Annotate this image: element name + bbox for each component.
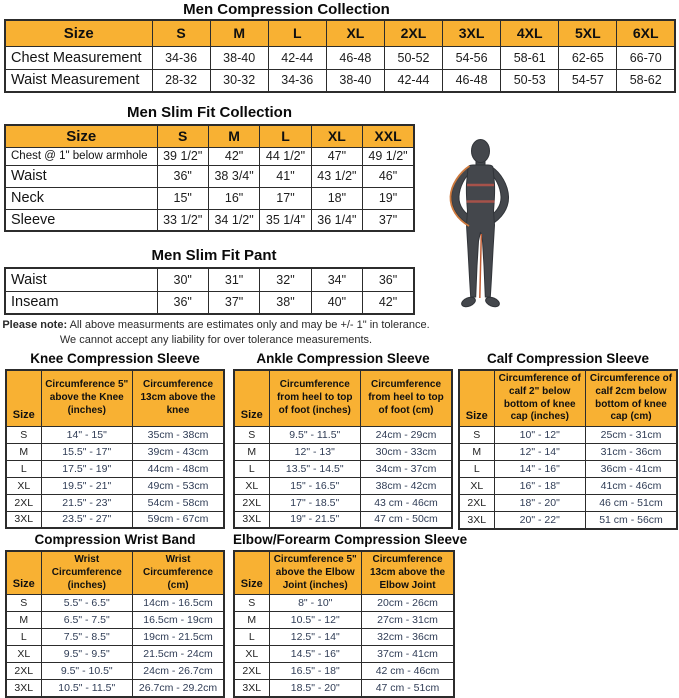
table-cell: 66-70	[617, 46, 675, 69]
table-row	[234, 460, 452, 477]
table-row	[5, 268, 414, 291]
table-cell: 18" - 20"	[494, 495, 586, 512]
size-cell: M	[6, 443, 41, 460]
table-cell: 9.5" - 9.5"	[41, 646, 133, 663]
table-cell: 20" - 22"	[494, 512, 586, 529]
table-cell: 30cm - 33cm	[361, 443, 453, 460]
table-cell: 21.5cm - 24cm	[133, 646, 225, 663]
size-cell: L	[459, 461, 494, 478]
column-header: Circumference 5" above the Elbow Joint (inches)	[269, 551, 362, 595]
table-cell: 10.5" - 11.5"	[41, 680, 133, 697]
knee-compression-sleeve-table	[5, 369, 225, 529]
table-cell: 39 1/2"	[157, 147, 208, 165]
column-header: 5XL	[559, 20, 617, 46]
size-cell: 2XL	[234, 663, 269, 680]
size-cell: M	[234, 612, 269, 629]
table-cell: 47 cm - 50cm	[361, 511, 453, 528]
row-label: Sleeve	[5, 209, 157, 231]
size-cell: S	[6, 595, 41, 612]
size-column-header: Size	[5, 20, 152, 46]
table-cell: 10.5" - 12"	[269, 612, 362, 629]
table-cell: 36"	[157, 165, 208, 187]
table-cell: 14" - 15"	[41, 426, 133, 443]
column-header: Wrist Circumference (inches)	[41, 551, 133, 595]
table-row	[5, 187, 414, 209]
table-cell: 15" - 16.5"	[269, 477, 361, 494]
table-row	[459, 427, 677, 444]
table-row	[459, 444, 677, 461]
ankle-compression-sleeve-table	[233, 369, 453, 529]
row-label: Neck	[5, 187, 157, 209]
table-cell: 19" - 21.5"	[269, 511, 361, 528]
table-cell: 34 1/2"	[208, 209, 259, 231]
table-cell: 18.5" - 20"	[269, 680, 362, 697]
size-cell: 2XL	[459, 495, 494, 512]
table-row	[6, 612, 224, 629]
table-cell: 59cm - 67cm	[133, 511, 225, 528]
table-cell: 18"	[311, 187, 362, 209]
table-row	[234, 511, 452, 528]
size-cell: L	[6, 629, 41, 646]
column-header: Circumference 5" above the Knee (inches)	[41, 370, 133, 426]
table-cell: 49 1/2"	[363, 147, 414, 165]
table-cell: 30"	[157, 268, 208, 291]
table-cell: 14.5" - 16"	[269, 646, 362, 663]
table-cell: 39cm - 43cm	[133, 443, 225, 460]
table-cell: 38 3/4"	[208, 165, 259, 187]
calf-compression-sleeve-table	[458, 369, 678, 530]
table-cell: 51 cm - 56cm	[586, 512, 678, 529]
table-row	[234, 612, 454, 629]
table-cell: 17.5" - 19"	[41, 460, 133, 477]
size-cell: S	[234, 426, 269, 443]
table-row	[5, 209, 414, 231]
table-row	[234, 663, 454, 680]
size-column-header: Size	[5, 125, 157, 147]
table-cell: 47"	[311, 147, 362, 165]
table-cell: 19cm - 21.5cm	[133, 629, 225, 646]
table-cell: 31cm - 36cm	[586, 444, 678, 461]
table-cell: 14cm - 16.5cm	[133, 595, 225, 612]
column-header: M	[210, 20, 268, 46]
table-header-row	[5, 20, 675, 46]
table-cell: 16"	[208, 187, 259, 209]
table-cell: 25cm - 31cm	[586, 427, 678, 444]
table-cell: 43 1/2"	[311, 165, 362, 187]
table-cell: 38"	[260, 291, 311, 314]
table-cell: 46-48	[326, 46, 384, 69]
table-cell: 24cm - 26.7cm	[133, 663, 225, 680]
table-row	[234, 629, 454, 646]
table-cell: 34cm - 37cm	[361, 460, 453, 477]
row-label: Waist Measurement	[5, 69, 152, 92]
table-row	[234, 477, 452, 494]
table-row	[6, 629, 224, 646]
table-cell: 5.5" - 6.5"	[41, 595, 133, 612]
table-cell: 35cm - 38cm	[133, 426, 225, 443]
table-cell: 58-62	[617, 69, 675, 92]
tolerance-note	[0, 318, 432, 348]
table-row	[5, 147, 414, 165]
row-label: Waist	[5, 165, 157, 187]
column-header: L	[268, 20, 326, 46]
men-slim-fit-collection-table	[4, 124, 415, 232]
table-cell: 15.5" - 17"	[41, 443, 133, 460]
table-row	[459, 478, 677, 495]
table-cell: 36 1/4"	[311, 209, 362, 231]
table-cell: 42"	[363, 291, 414, 314]
table-cell: 15"	[157, 187, 208, 209]
table-cell: 46"	[363, 165, 414, 187]
men-slim-fit-pant-title: Men Slim Fit Pant	[151, 247, 277, 264]
table-cell: 43 cm - 46cm	[361, 494, 453, 511]
table-row	[459, 461, 677, 478]
table-row	[459, 512, 677, 529]
table-cell: 10" - 12"	[494, 427, 586, 444]
elbow-forearm-compression-sleeve-title: Elbow/Forearm Compression Sleeve	[233, 532, 468, 547]
size-column-header: Size	[6, 370, 41, 426]
table-cell: 16" - 18"	[494, 478, 586, 495]
inseam-measure-line	[480, 234, 482, 298]
table-cell: 54-56	[443, 46, 501, 69]
table-cell: 38-40	[210, 46, 268, 69]
column-header: M	[208, 125, 259, 147]
table-cell: 38cm - 42cm	[361, 477, 453, 494]
size-cell: L	[6, 460, 41, 477]
table-row	[234, 443, 452, 460]
size-column-header: Size	[234, 370, 269, 426]
table-cell: 17" - 18.5"	[269, 494, 361, 511]
size-cell: 2XL	[6, 663, 41, 680]
table-row	[6, 511, 224, 528]
table-cell: 32"	[260, 268, 311, 291]
size-column-header: Size	[234, 551, 269, 595]
size-cell: S	[459, 427, 494, 444]
table-cell: 27cm - 31cm	[362, 612, 455, 629]
table-cell: 12.5" - 14"	[269, 629, 362, 646]
men-slim-fit-pant-table	[4, 267, 415, 315]
size-column-header: Size	[6, 551, 41, 595]
table-cell: 21.5" - 23"	[41, 494, 133, 511]
size-cell: XL	[6, 477, 41, 494]
table-cell: 34-36	[152, 46, 210, 69]
column-header: Circumference 13cm above the knee	[133, 370, 225, 426]
table-cell: 12" - 14"	[494, 444, 586, 461]
table-cell: 49cm - 53cm	[133, 477, 225, 494]
table-cell: 16.5cm - 19cm	[133, 612, 225, 629]
column-header: 6XL	[617, 20, 675, 46]
table-header-row	[6, 551, 224, 595]
ankle-compression-sleeve-title: Ankle Compression Sleeve	[256, 351, 430, 366]
table-cell: 38-40	[326, 69, 384, 92]
table-cell: 46 cm - 51cm	[586, 495, 678, 512]
table-cell: 58-61	[501, 46, 559, 69]
table-cell: 42 cm - 46cm	[362, 663, 455, 680]
table-row	[6, 426, 224, 443]
table-cell: 6.5" - 7.5"	[41, 612, 133, 629]
column-header: S	[152, 20, 210, 46]
row-label: Chest Measurement	[5, 46, 152, 69]
table-row	[234, 646, 454, 663]
table-cell: 54-57	[559, 69, 617, 92]
table-cell: 33 1/2"	[157, 209, 208, 231]
knee-compression-sleeve-title: Knee Compression Sleeve	[30, 351, 200, 366]
size-column-header: Size	[459, 370, 494, 427]
table-cell: 54cm - 58cm	[133, 494, 225, 511]
size-cell: L	[234, 460, 269, 477]
size-cell: XL	[459, 478, 494, 495]
table-row	[6, 680, 224, 697]
table-cell: 37"	[208, 291, 259, 314]
table-cell: 23.5" - 27"	[41, 511, 133, 528]
table-cell: 34"	[311, 268, 362, 291]
table-row	[5, 69, 675, 92]
table-cell: 20cm - 26cm	[362, 595, 455, 612]
table-cell: 37cm - 41cm	[362, 646, 455, 663]
table-cell: 41cm - 46cm	[586, 478, 678, 495]
table-cell: 42-44	[384, 69, 442, 92]
table-cell: 50-52	[384, 46, 442, 69]
column-header: XL	[311, 125, 362, 147]
size-cell: XL	[234, 477, 269, 494]
size-cell: 3XL	[6, 680, 41, 697]
size-cell: XL	[6, 646, 41, 663]
table-row	[6, 646, 224, 663]
column-header: 4XL	[501, 20, 559, 46]
table-row	[6, 595, 224, 612]
table-cell: 32cm - 36cm	[362, 629, 455, 646]
size-cell: L	[234, 629, 269, 646]
table-row	[234, 494, 452, 511]
table-row	[234, 426, 452, 443]
table-cell: 37"	[363, 209, 414, 231]
table-row	[5, 165, 414, 187]
row-label: Waist	[5, 268, 157, 291]
size-cell: M	[6, 612, 41, 629]
table-row	[6, 477, 224, 494]
table-cell: 36"	[157, 291, 208, 314]
table-cell: 40"	[311, 291, 362, 314]
table-cell: 26.7cm - 29.2cm	[133, 680, 225, 697]
table-cell: 44cm - 48cm	[133, 460, 225, 477]
table-cell: 28-32	[152, 69, 210, 92]
size-cell: 2XL	[234, 494, 269, 511]
column-header: Circumference of calf 2cm below bottom of knee cap (cm)	[586, 370, 678, 427]
column-header: Circumference from heel to top of foot (cm)	[361, 370, 453, 426]
table-cell: 24cm - 29cm	[361, 426, 453, 443]
table-cell: 36"	[363, 268, 414, 291]
table-cell: 44 1/2"	[260, 147, 311, 165]
compression-wrist-band-table	[5, 550, 225, 698]
column-header: Wrist Circumference (cm)	[133, 551, 225, 595]
table-header-row	[6, 370, 224, 426]
column-header: S	[157, 125, 208, 147]
table-row	[234, 680, 454, 697]
table-cell: 9.5" - 11.5"	[269, 426, 361, 443]
size-cell: M	[234, 443, 269, 460]
table-cell: 19.5" - 21"	[41, 477, 133, 494]
table-cell: 13.5" - 14.5"	[269, 460, 361, 477]
table-cell: 62-65	[559, 46, 617, 69]
table-row	[6, 494, 224, 511]
size-cell: 3XL	[234, 680, 269, 697]
table-cell: 47 cm - 51cm	[362, 680, 455, 697]
size-cell: 3XL	[6, 511, 41, 528]
size-cell: S	[234, 595, 269, 612]
size-cell: 3XL	[459, 512, 494, 529]
table-row	[5, 46, 675, 69]
tolerance-note-line1: Please note: All above measurments are estimates only and may be +/- 1" in tolerance.	[2, 319, 430, 331]
row-label: Chest @ 1" below armhole	[5, 147, 157, 165]
row-label: Inseam	[5, 291, 157, 314]
table-cell: 17"	[260, 187, 311, 209]
column-header: Circumference 13cm above the Elbow Joint	[362, 551, 455, 595]
tolerance-note-bold: Please note:	[2, 319, 68, 331]
table-cell: 34-36	[268, 69, 326, 92]
table-row	[6, 460, 224, 477]
size-cell: S	[6, 426, 41, 443]
table-cell: 14" - 16"	[494, 461, 586, 478]
table-row	[234, 595, 454, 612]
table-row	[5, 291, 414, 314]
table-cell: 7.5" - 8.5"	[41, 629, 133, 646]
table-cell: 50-53	[501, 69, 559, 92]
size-cell: 3XL	[234, 511, 269, 528]
table-header-row	[5, 125, 414, 147]
table-cell: 42"	[208, 147, 259, 165]
size-cell: 2XL	[6, 494, 41, 511]
table-header-row	[459, 370, 677, 427]
column-header: XL	[326, 20, 384, 46]
table-cell: 9.5" - 10.5"	[41, 663, 133, 680]
compression-wrist-band-title: Compression Wrist Band	[34, 532, 196, 547]
elbow-forearm-compression-sleeve-table	[233, 550, 455, 698]
figure-head	[472, 140, 490, 163]
table-cell: 31"	[208, 268, 259, 291]
table-cell: 35 1/4"	[260, 209, 311, 231]
table-cell: 19"	[363, 187, 414, 209]
table-cell: 36cm - 41cm	[586, 461, 678, 478]
column-header: XXL	[363, 125, 414, 147]
calf-compression-sleeve-title: Calf Compression Sleeve	[486, 351, 650, 366]
column-header: Circumference of calf 2" below bottom of knee cap (inches)	[494, 370, 586, 427]
column-header: 3XL	[443, 20, 501, 46]
table-cell: 42-44	[268, 46, 326, 69]
man-silhouette-figure	[440, 138, 520, 313]
size-cell: M	[459, 444, 494, 461]
table-cell: 46-48	[443, 69, 501, 92]
size-cell: XL	[234, 646, 269, 663]
men-compression-collection-table	[4, 19, 676, 93]
table-header-row	[234, 551, 454, 595]
table-row	[6, 663, 224, 680]
table-cell: 8" - 10"	[269, 595, 362, 612]
men-slim-fit-collection-title: Men Slim Fit Collection	[126, 104, 292, 121]
table-cell: 30-32	[210, 69, 268, 92]
table-header-row	[234, 370, 452, 426]
table-cell: 41"	[260, 165, 311, 187]
table-row	[459, 495, 677, 512]
men-compression-collection-title: Men Compression Collection	[183, 1, 390, 18]
column-header: Circumference from heel to top of foot (inches)	[269, 370, 361, 426]
table-cell: 16.5" - 18"	[269, 663, 362, 680]
table-row	[6, 443, 224, 460]
tolerance-note-line2: We cannot accept any liability for over tolerance measurements.	[59, 333, 373, 346]
table-cell: 12" - 13"	[269, 443, 361, 460]
column-header: 2XL	[384, 20, 442, 46]
column-header: L	[260, 125, 311, 147]
